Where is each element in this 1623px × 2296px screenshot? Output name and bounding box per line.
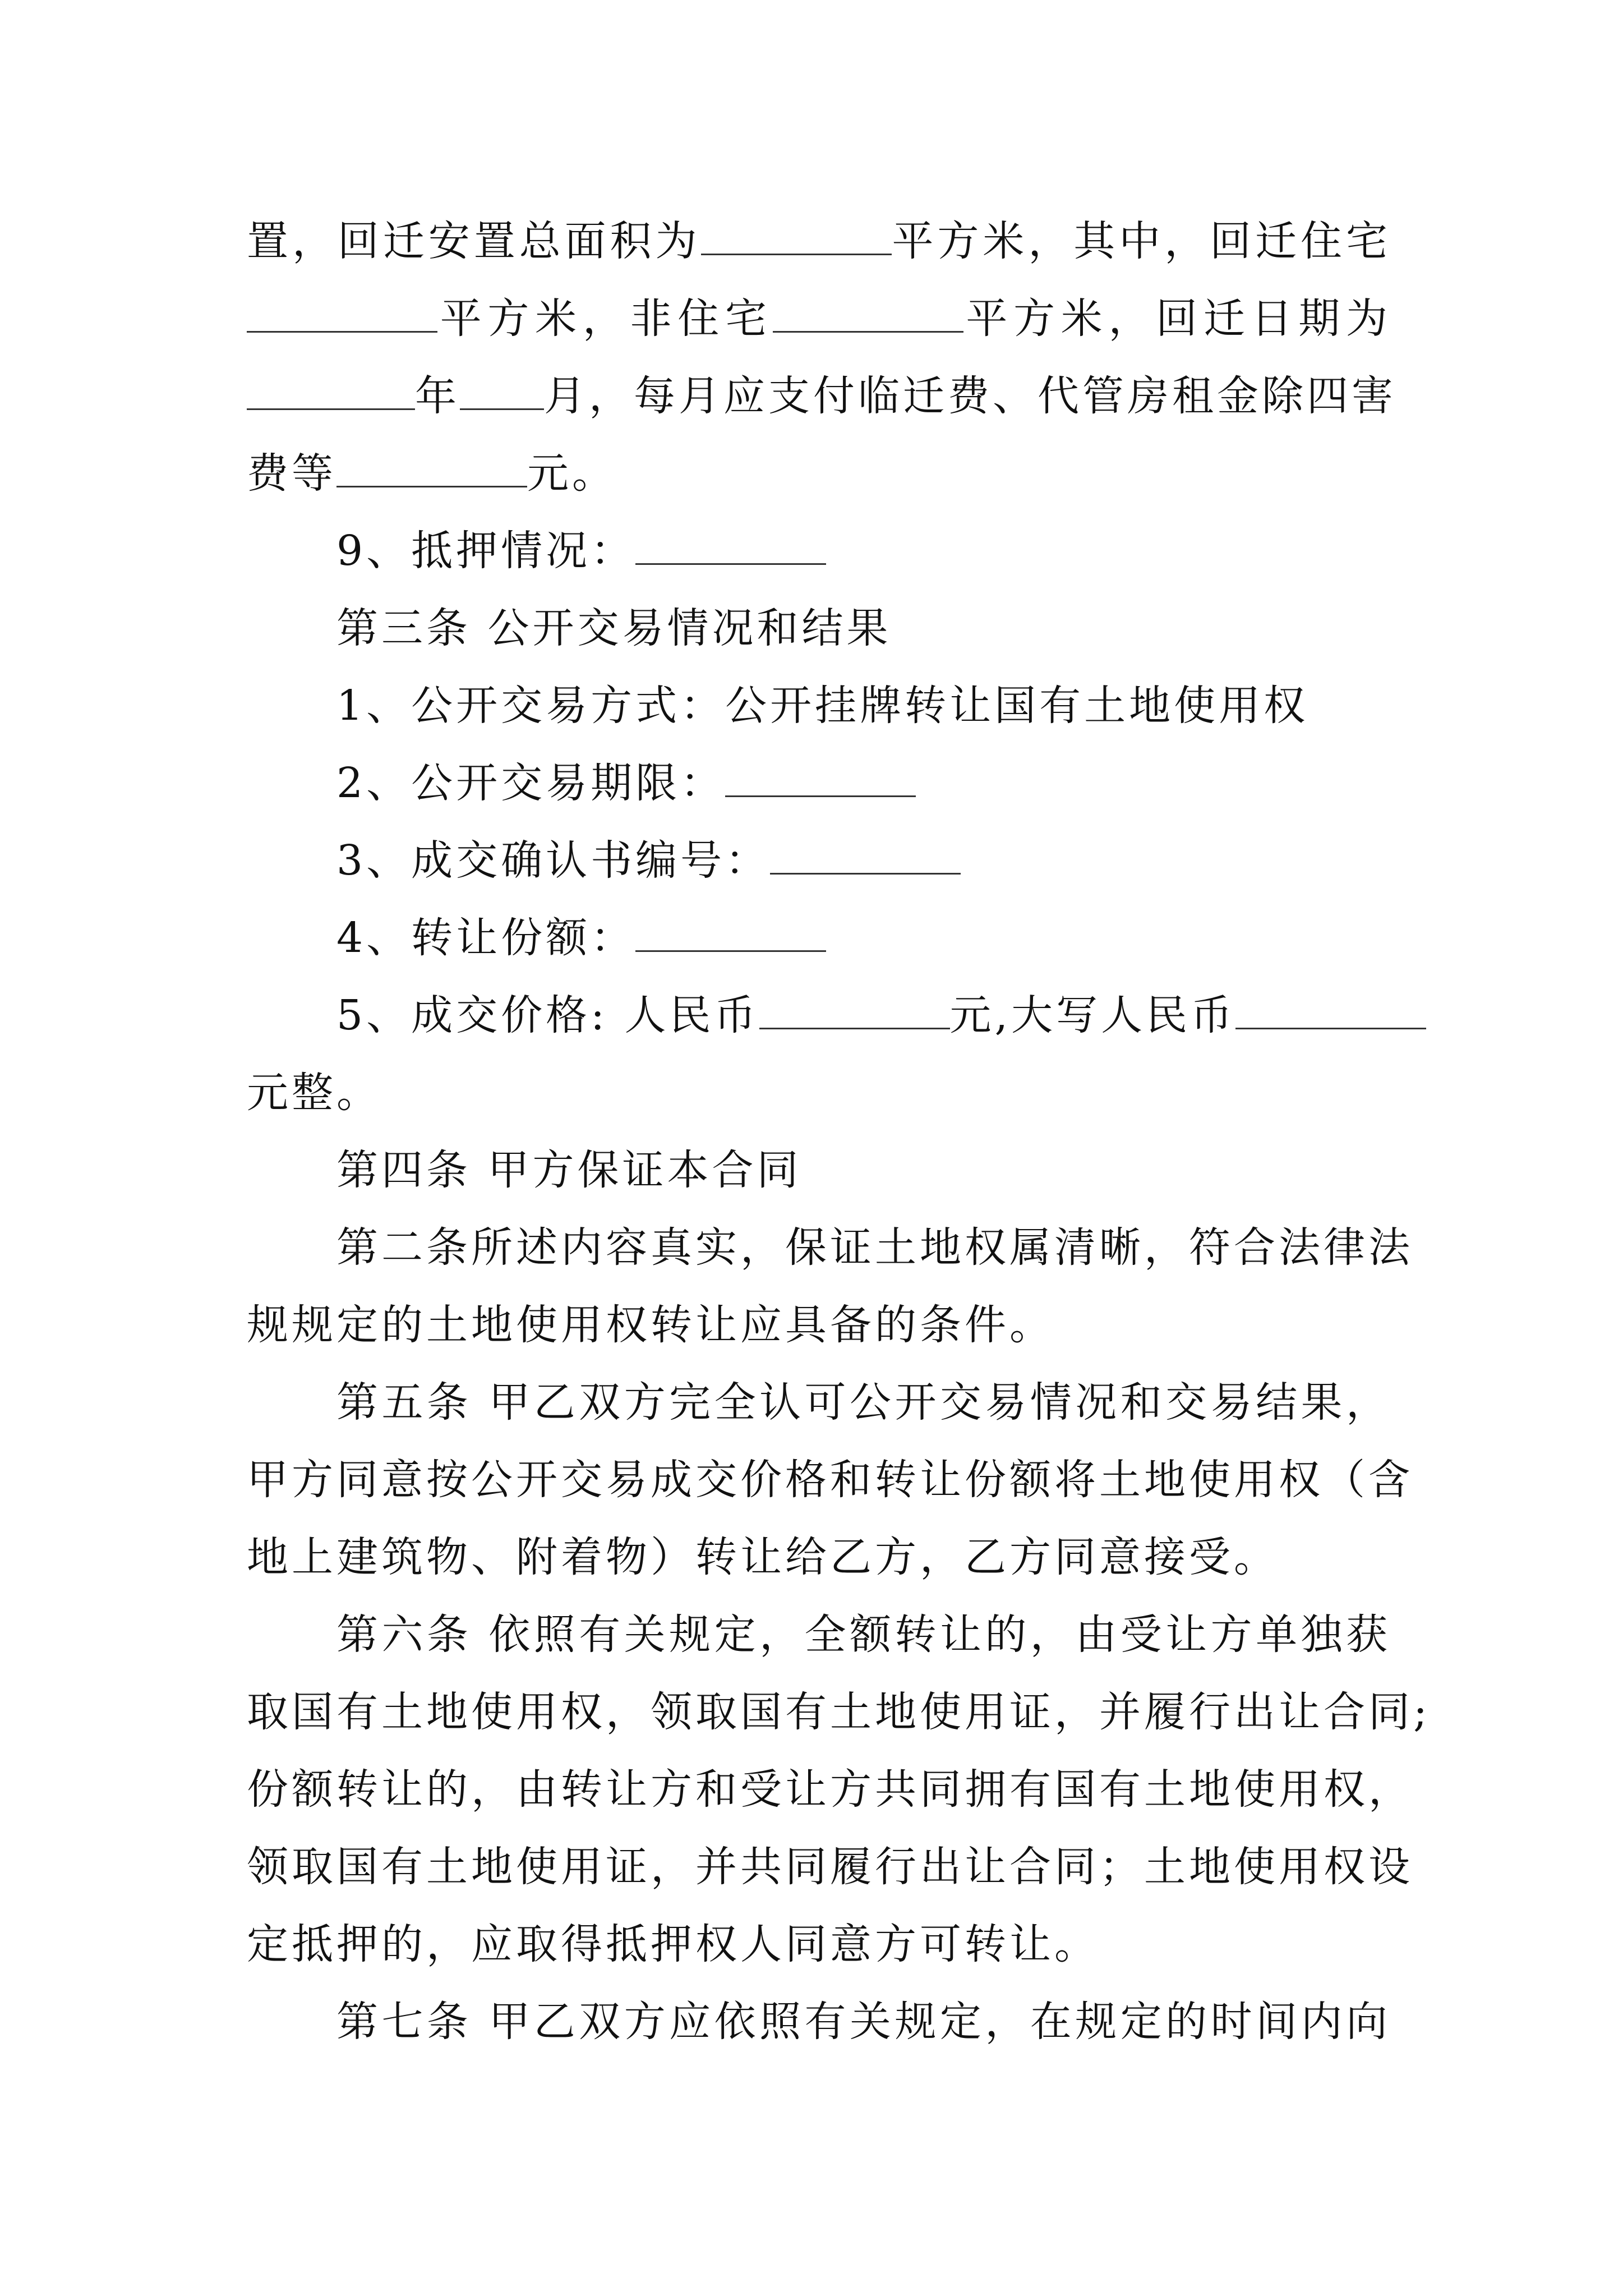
text-line (247, 1455, 1413, 1505)
text-line (336, 680, 1391, 731)
fill-blank[interactable] (759, 991, 950, 1029)
text-line (247, 1300, 1391, 1350)
text-line (336, 526, 1391, 576)
text-line (336, 1609, 1391, 1660)
text-segment: 置，回迁安置总面积为 (247, 217, 701, 265)
text-line (336, 1996, 1391, 2047)
text-segment: 地上建筑物、附着物）转让给乙方，乙方同意接受。 (247, 1533, 1279, 1581)
fill-blank[interactable] (701, 217, 892, 255)
fill-blank[interactable] (247, 371, 415, 410)
text-line (247, 1687, 1431, 1737)
text-segment: 取国有土地使用权，领取国有土地使用证，并履行出让合同; (247, 1688, 1431, 1736)
text-segment: 5、成交价格: 人民币 (336, 991, 759, 1039)
text-segment: 份额转让的，由转让方和受让方共同拥有国有土地使用权， (247, 1765, 1413, 1814)
text-segment: 第七条 甲乙双方应依照有关规定，在规定的时间内向 (336, 1998, 1391, 2046)
text-line (247, 293, 1391, 344)
section-heading (336, 1145, 1391, 1195)
text-segment: 领取国有土地使用证，并共同履行出让合同；土地使用权设 (247, 1843, 1413, 1891)
fill-blank[interactable] (247, 294, 437, 333)
text-line (336, 990, 1391, 1041)
text-line (247, 1919, 1391, 1970)
text-segment: 第六条 依照有关规定，全额转让的，由受让方单独获 (336, 1611, 1391, 1659)
text-segment: 元整。 (247, 1069, 381, 1117)
text-segment: 3、成交确认书编号： (336, 836, 771, 885)
section-heading (336, 603, 1391, 654)
text-segment: 平方米，非住宅 (437, 295, 773, 343)
text-segment: 月，每月应支付临迁费、代管房租金除四害 (544, 372, 1396, 420)
text-segment: 规规定的土地使用权转让应具备的条件。 (247, 1301, 1054, 1349)
fill-blank[interactable] (725, 758, 916, 797)
text-line (247, 1842, 1413, 1892)
text-segment: 第三条 公开交易情况和结果 (336, 604, 892, 652)
text-segment: 平方米，其中，回迁住宅 (891, 217, 1391, 265)
text-line (247, 216, 1391, 266)
text-segment: 4、转让份额： (336, 914, 636, 962)
fill-blank[interactable] (770, 836, 961, 875)
text-line (336, 758, 1391, 808)
text-line (336, 1222, 1413, 1273)
text-line (336, 913, 1391, 963)
text-line (247, 371, 1396, 421)
fill-blank[interactable] (1235, 991, 1426, 1029)
text-segment: 第二条所述内容真实，保证土地权属清晰，符合法律法 (336, 1223, 1413, 1272)
text-segment: 元,大写人民币 (949, 991, 1236, 1039)
text-line (247, 1532, 1391, 1582)
text-line (247, 448, 1391, 499)
text-segment: 平方米，回迁日期为 (963, 295, 1391, 343)
fill-blank[interactable] (460, 371, 544, 410)
text-segment: 费等 (247, 449, 336, 498)
fill-blank[interactable] (773, 294, 963, 333)
text-segment: 第五条 甲乙双方完全认可公开交易情况和交易结果， (336, 1378, 1391, 1427)
text-segment: 1、公开交易方式：公开挂牌转让国有土地使用权 (336, 682, 1309, 730)
text-line (247, 1068, 1391, 1118)
text-segment: 年 (415, 372, 460, 420)
text-line (336, 835, 1391, 886)
text-segment: 2、公开交易期限： (336, 759, 726, 807)
fill-blank[interactable] (336, 449, 527, 487)
text-line (336, 1377, 1391, 1428)
text-line (247, 1764, 1413, 1815)
text-segment: 定抵押的，应取得抵押权人同意方可转让。 (247, 1920, 1099, 1968)
text-segment: 元。 (527, 449, 617, 498)
text-segment: 9、抵押情况： (336, 527, 636, 575)
fill-blank[interactable] (635, 913, 826, 952)
fill-blank[interactable] (635, 526, 826, 565)
text-segment: 第四条 甲方保证本合同 (336, 1146, 802, 1194)
text-segment: 甲方同意按公开交易成交价格和转让份额将土地使用权（含 (247, 1456, 1413, 1504)
